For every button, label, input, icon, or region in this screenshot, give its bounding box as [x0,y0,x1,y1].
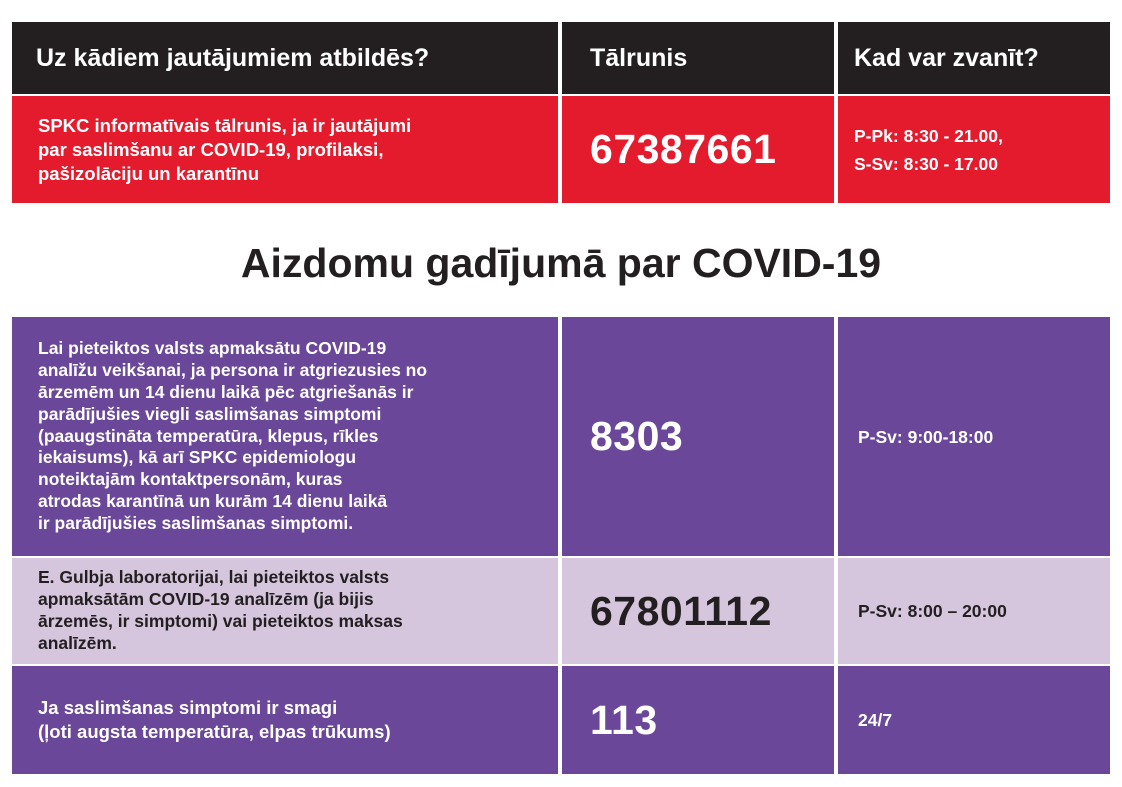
section-title: Aizdomu gadījumā par COVID-19 [240,240,882,286]
row-lab-description [12,558,558,664]
row-8303-phone[interactable] [562,317,834,556]
row-113-phone-number[interactable]: 113 [590,696,658,743]
row-8303-phone-number[interactable]: 8303 [590,413,684,459]
header-hours [838,22,1110,94]
row-113-description [12,666,558,774]
header-questions [12,22,558,94]
spkc-hours-text: P-Pk: 8:30 - 21.00, S-Sv: 8:30 - 17.00 [854,125,1003,174]
row-lab-phone-number[interactable]: 67801112 [590,587,772,634]
header-questions-label: Uz kādiem jautājumiem atbildēs? [36,43,430,72]
spkc-hours [838,96,1110,203]
row-113-description-text: Ja saslimšanas simptomi ir smagi (ļoti augsta temperatūra, elpas trūkums) [38,697,391,742]
row-lab-description-text: E. Gulbja laboratorijai, lai pieteiktos valsts apmaksātām COVID-19 analīzēm (ja bijis ārzemēs, ir simptomi) vai pieteiktos maksas analīzēm. [38,567,403,653]
spkc-description-text: SPKC informatīvais tālrunis, ja ir jautājumi par saslimšanu ar COVID-19, profilaksi, pašizolāciju un karantīnu [38,114,412,184]
row-8303-hours [838,317,1110,556]
header-phone-label: Tālrunis [590,43,688,72]
spkc-description [12,96,558,203]
row-8303-description-text: Lai pieteiktos valsts apmaksātu COVID-19 analīžu veikšanai, ja persona ir atgriezusies no ārzemēm un 14 dienu laikā pēc atgriešanās ir parādījušies viegli saslimšanas simptomi (paaugstināta temperatūra, klepus, rīkles iekaisums), kā arī SPKC epidemiologu noteiktajām kontaktpersonām, kuras atrodas karantīnā un kurām 14 dienu laikā ir parādījušies saslimšanas simptomi. [38,338,428,533]
row-lab-hours [838,558,1110,664]
row-8303-description [12,317,558,556]
row-113-phone[interactable] [562,666,834,774]
spkc-phone[interactable] [562,96,834,203]
row-113-hours [838,666,1110,774]
row-lab-hours-text: P-Sv: 8:00 – 20:00 [858,601,1007,621]
row-lab-phone[interactable] [562,558,834,664]
header-phone [562,22,834,94]
spkc-phone-number[interactable]: 67387661 [590,126,777,172]
row-8303-hours-text: P-Sv: 9:00-18:00 [858,426,994,447]
row-113-hours-text: 24/7 [858,710,893,730]
header-hours-label: Kad var zvanīt? [854,43,1039,72]
